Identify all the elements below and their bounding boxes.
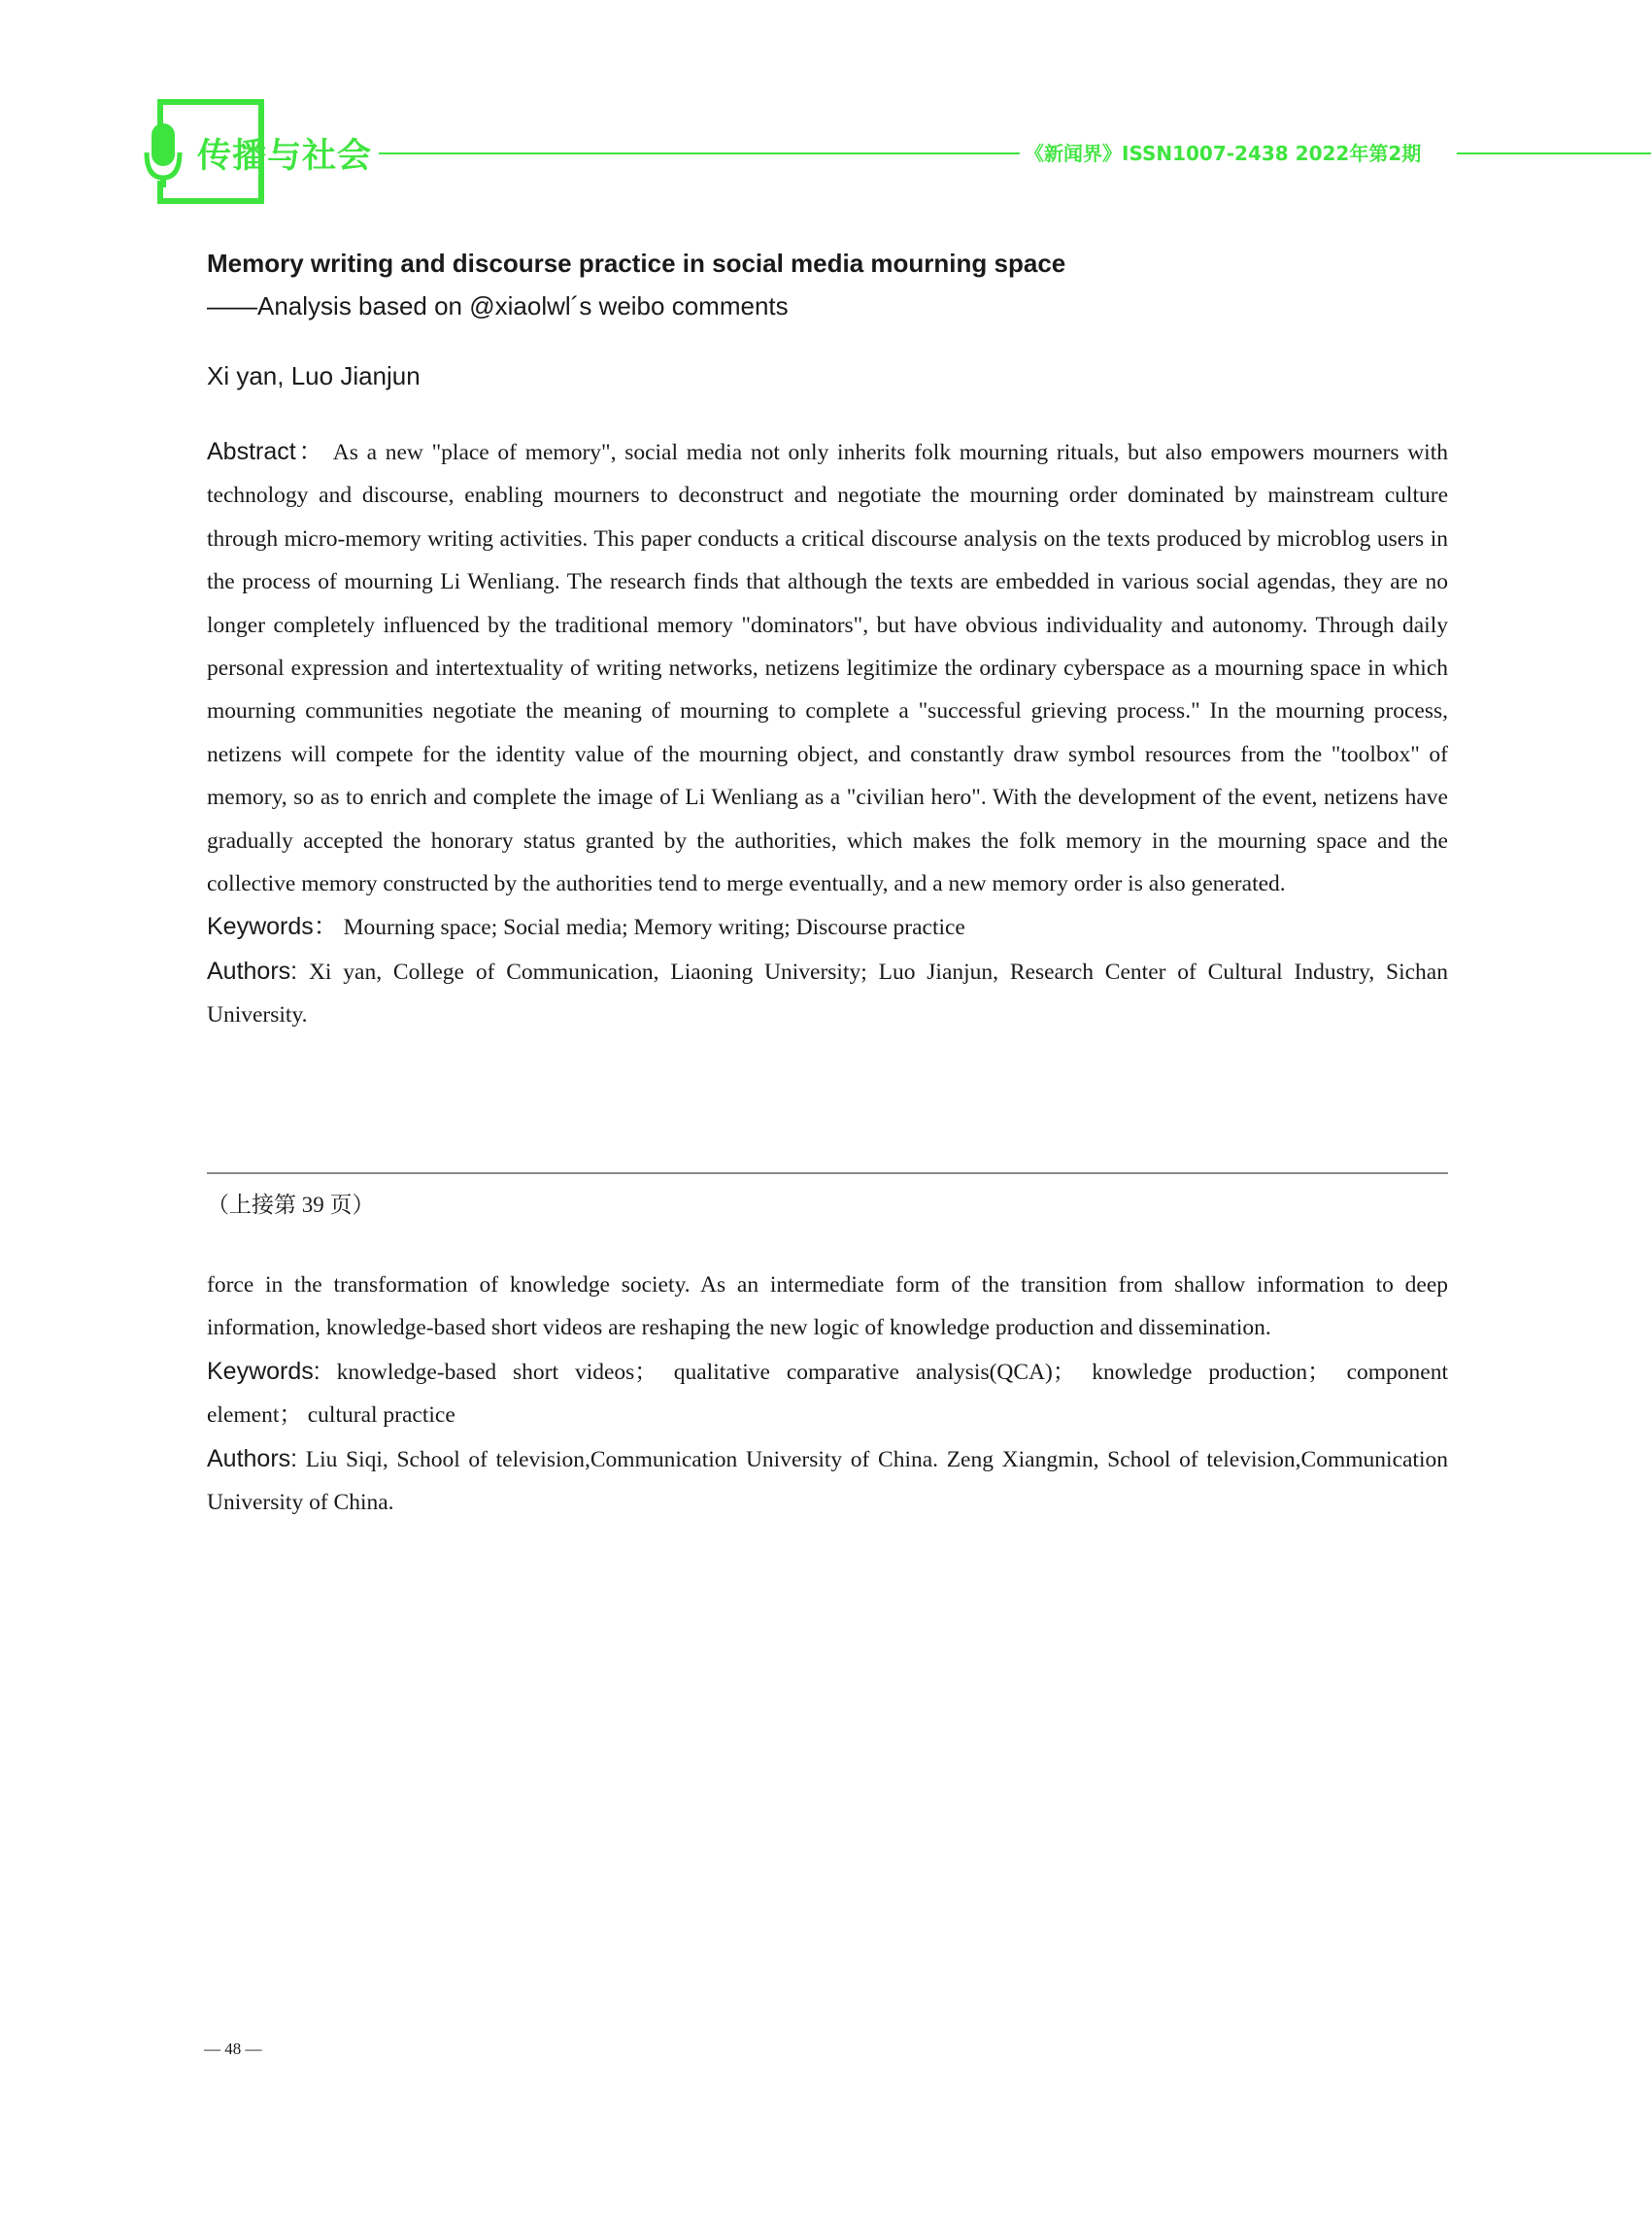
- section-divider: [207, 1172, 1448, 1174]
- page-number: — 48 —: [204, 2040, 262, 2058]
- journal-info: 《新闻界》ISSN1007-2438 2022年第2期: [1025, 142, 1422, 165]
- continuation-section: [207, 1264, 1448, 1524]
- header-rule-right: [1457, 152, 1651, 154]
- continuation-keywords-label: Keywords:: [207, 1357, 320, 1385]
- abstract-section: [207, 430, 1448, 1037]
- keywords-text: Mourning space; Social media; Memory writing; Discourse practice: [343, 915, 965, 941]
- authors-paragraph: [207, 950, 1448, 1037]
- article-authors: Xi yan, Luo Jianjun: [207, 361, 421, 390]
- header-rule-left: [379, 152, 1020, 154]
- continuation-paragraph: force in the transformation of knowledge society. As an intermediate form of the transition from shallow information to deep information, knowledge-based short videos are reshaping the new logic of knowledge production and dissemination.: [207, 1272, 1448, 1341]
- continued-note: （上接第 39 页）: [207, 1193, 375, 1217]
- microphone-icon: [144, 121, 183, 189]
- continuation-authors-label: Authors:: [207, 1444, 298, 1472]
- abstract-label: Abstract：: [207, 438, 326, 465]
- keywords-paragraph: [207, 905, 1448, 949]
- authors-label: Authors:: [207, 957, 298, 985]
- continuation-keywords-text: knowledge-based short videos； qualitative comparative analysis(QCA)； knowledge production； component element； cultural practice: [207, 1359, 1448, 1429]
- article-subtitle: ——Analysis based on @xiaolwl´s weibo comments: [207, 291, 789, 320]
- continuation-keywords-paragraph: [207, 1350, 1448, 1437]
- continuation-authors-text: Liu Siqi, School of television,Communication University of China. Zeng Xiangmin, School of television,Communication University of China.: [207, 1446, 1448, 1516]
- abstract-text: As a new "place of memory", social media not only inherits folk mourning rituals, but also empowers mourners with technology and discourse, enabling mourners to deconstruct and negotiate the mourning order dominated by mainstream culture through micro-memory writing activities. This paper conducts a critical discourse analysis on the texts produced by microblog users in the process of mourning Li Wenliang. The research finds that although the texts are embedded in various social agendas, they are no longer completely influenced by the traditional memory "dominators", but have obvious individuality and autonomy. Through daily personal expression and intertextuality of writing networks, netizens legitimize the ordinary cyberspace as a mourning space in which mourning communities negotiate the meaning of mourning to complete a "successful grieving process." In the mourning process, netizens will compete for the identity value of the mourning object, and constantly draw symbol resources from the "toolbox" of memory, so as to enrich and complete the image of Li Wenliang as a "civilian hero". With the development of the event, netizens have gradually accepted the honorary status granted by the authorities, which makes the folk memory in the mourning space and the collective memory constructed by the authorities tend to merge eventually, and a new memory order is also generated.: [207, 440, 1448, 897]
- continuation-authors-paragraph: [207, 1437, 1448, 1525]
- article-title: Memory writing and discourse practice in social media mourning space: [207, 249, 1066, 278]
- column-name: 传播与社会: [197, 136, 373, 176]
- keywords-label: Keywords：: [207, 913, 338, 941]
- authors-text: Xi yan, College of Communication, Liaoning University; Luo Jianjun, Research Center of Cultural Industry, Sichan University.: [207, 959, 1448, 1029]
- abstract-paragraph: [207, 430, 1448, 905]
